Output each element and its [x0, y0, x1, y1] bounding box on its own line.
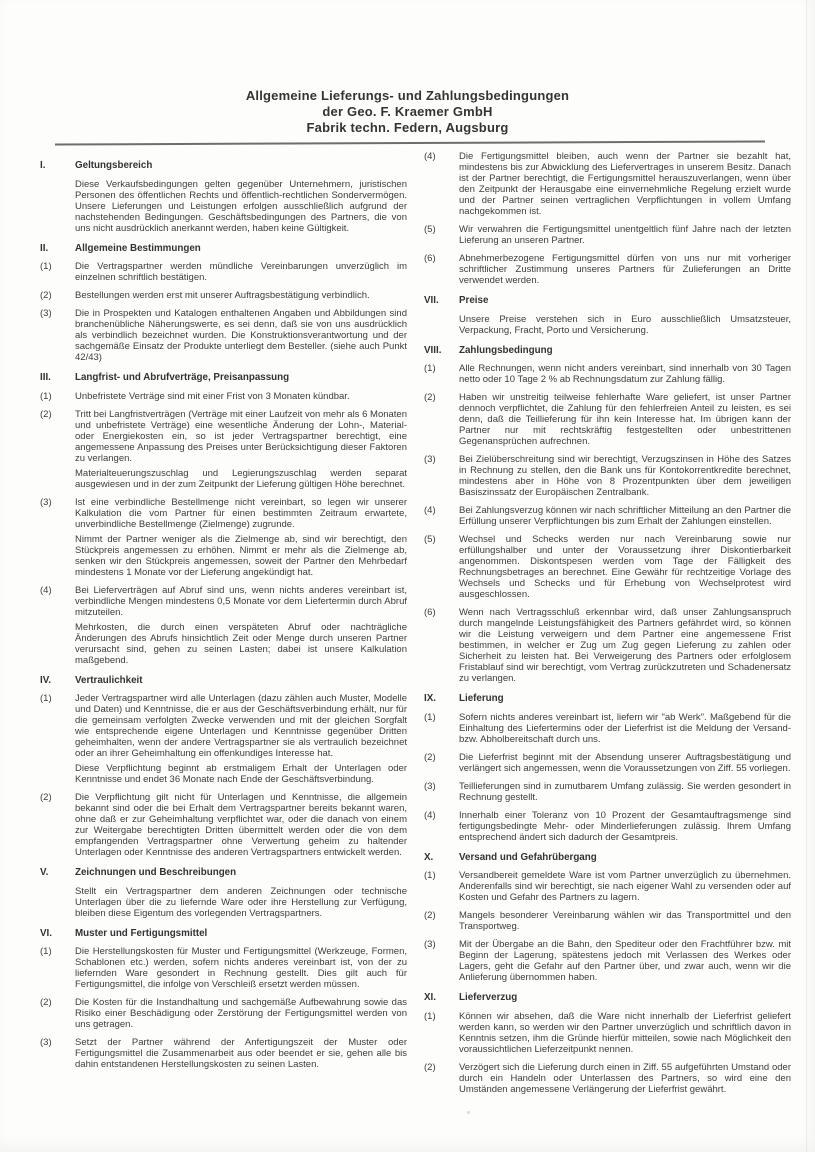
section-heading: [40, 372, 407, 384]
clause-number: (2): [40, 997, 52, 1008]
clause-item: [40, 290, 407, 301]
clause-paragraph: Bei Zielüberschreitung sind wir berechtigt, Verzugszinsen in Höhe des Satzes in Rechnung zu stellen, den die Bank uns für Kontokorrentkredite berechnet, mindestens aber in Höhe von 8 Prozentpunkten über dem jeweiligen Basiszinssatz der Europäischen Zentralbank.: [459, 454, 791, 498]
clause-body: [459, 1062, 791, 1095]
clause-body: [75, 391, 407, 402]
clause-number: (4): [424, 505, 436, 516]
clause-paragraph: Diese Verkaufsbedingungen gelten gegenüber Unternehmern, juristischen Personen des öffentlichen Rechts und öffentlich-rechtlichen Sondervermögen. Unsere Lieferungen und Leistungen erfolgen ausschließlich aufgrund der nachstehenden Bedingungen. Geschäftsbedingungen des Partners, die von uns nicht ausdrücklich anerkannt werden, haben keine Gültigkeit.: [75, 178, 407, 234]
clause-body: [459, 810, 791, 843]
clause-paragraph: Bestellungen werden erst mit unserer Auftragsbestätigung verbindlich.: [75, 290, 370, 301]
clause-number: (2): [424, 751, 436, 763]
clause-paragraph: Unsere Preise verstehen sich in Euro ausschließlich Umsatzsteuer, Verpackung, Fracht, Porto und Versicherung.: [459, 313, 791, 336]
clause-number: (3): [40, 1037, 52, 1048]
clause-item: [424, 253, 791, 286]
clause-paragraph: Materialteuerungszuschlag und Legierungszuschlag werden separat ausgewiesen und in der zum Zeitpunkt der Lieferung gültigen Höhe berechnet.: [75, 467, 407, 490]
section-heading: [40, 243, 407, 255]
clause-item: [424, 910, 791, 932]
clause-number: (1): [424, 870, 436, 881]
clause-number: [40, 886, 75, 919]
clause-number: (2): [40, 408, 52, 420]
clause-paragraph: Verzögert sich die Lieferung durch einen in Ziff. 55 aufgeführten Umstand oder durch ein Handeln oder Unterlassen des Partners, so wird eine den Umständen angemessene Verlängerung der Lieferfrist gewährt.: [459, 1061, 791, 1095]
clause-paragraph: Haben wir unstreitig teilweise fehlerhafte Ware geliefert, ist unser Partner dennoch verpflichtet, die Zahlung für den fehlerfreien Anteil zu leisten, es sei denn, daß die Teillieferung für ihn kein Interesse hat. Im übrigen kann der Partner nur mit rechtskräftig festgestellten oder unbestrittenen Gegenansprüchen aufrechnen.: [459, 392, 791, 447]
document-body: [0, 144, 815, 1102]
clause-number: [40, 179, 75, 234]
clause-number: (5): [424, 534, 436, 545]
clause-paragraph: Versandbereit gemeldete Ware ist vom Partner unverzüglich zu übernehmen. Anderenfalls sind wir berechtigt, sie nach eigener Wahl zu versenden oder auf Kosten und Gefahr des Partners zu lagern.: [459, 870, 791, 903]
section-title: Geltungsbereich: [75, 160, 153, 171]
clause-body: [75, 997, 407, 1030]
section-title: Langfrist- und Abrufverträge, Preisanpassung: [75, 372, 290, 383]
title-line-2: der Geo. F. Kraemer GmbH: [322, 104, 493, 119]
clause-paragraph: Innerhalb einer Toleranz von 10 Prozent der Gesamtauftragsmenge sind fertigungsbedingte Mehr- oder Minderlieferungen zulässig. Ihrem Umfang entsprechend ändert sich dadurch der Gesamtpreis.: [459, 809, 791, 843]
clause-body: [75, 886, 407, 919]
section-heading: [424, 693, 791, 705]
section-title: Allgemeine Bestimmungen: [75, 242, 201, 254]
clause-body: [75, 792, 407, 858]
clause-body: [75, 409, 407, 490]
clause-body: [75, 308, 407, 363]
section-title: Preise: [459, 295, 489, 306]
clause-item: [40, 886, 407, 919]
clause-paragraph: Nimmt der Partner weniger als die Zielmenge ab, sind wir berechtigt, den Stückpreis angemessen zu erhöhen. Nimmt er mehr als die Zielmenge ab, senken wir den Stückpreis angemessen, soweit der Partner den Mehrbedarf mindestens 1 Monate vor der Lieferung angekündigt hat.: [75, 533, 407, 578]
clause-number: (2): [424, 910, 436, 921]
clause-paragraph: Mehrkosten, die durch einen verspäteten Abruf oder nachträgliche Änderungen des Abrufs hinsichtlich Zeit oder Menge durch unseren Partner verursacht sind, gehen zu seinen Lasten; dabei ist unsere Kalkulation maßgebend.: [75, 621, 407, 666]
clause-body: [75, 261, 407, 283]
right-column: [424, 151, 791, 1102]
clause-number: (3): [40, 308, 52, 319]
clause-number: (3): [424, 780, 436, 792]
clause-number: [424, 314, 459, 336]
clause-body: [459, 363, 791, 385]
clause-paragraph: Abnehmerbezogene Fertigungsmittel dürfen von uns nur mit vorheriger schriftlicher Zustimmung unseres Partners für Zulieferungen an Dritte verwendet werden.: [459, 253, 791, 286]
section-heading: [424, 852, 791, 864]
clause-paragraph: Diese Verpflichtung beginnt ab erstmaligem Erhalt der Unterlagen oder Kenntnisse und endet 36 Monate nach Ende der Geschäftsverbindung.: [75, 763, 407, 785]
clause-paragraph: Ist eine verbindliche Bestellmenge nicht vereinbart, so legen wir unserer Kalkulation die vom Partner für einen bestimmten Zeitraum erwartete, unverbindliche Bestellmenge (Zielmenge) zugrunde.: [75, 496, 407, 530]
section-title: Lieferung: [459, 693, 504, 704]
clause-body: [459, 314, 791, 336]
section-numeral: V.: [40, 867, 49, 878]
section-heading: [40, 675, 407, 687]
title-line-3: Fabrik techn. Federn, Augsburg: [306, 120, 509, 135]
clause-body: [459, 151, 791, 217]
clause-body: [459, 224, 791, 246]
clause-item: [40, 792, 407, 858]
section-numeral: III.: [40, 372, 51, 383]
section-heading: [40, 160, 407, 172]
clause-body: [75, 1037, 407, 1070]
section-heading: [424, 992, 791, 1004]
clause-item: [40, 585, 407, 666]
clause-paragraph: Wechsel und Schecks werden nur nach Vereinbarung sowie nur erfüllungshalber und unter der Voraussetzung ihrer Diskontierbarkeit angenommen. Diskontspesen werden vom Tage der Fälligkeit des Rechnungsbetrages an berechnet. Eine Gewähr für rechtzeitige Vorlage des Wechsels und Schecks und für Erhebung von Wechselprotest wird ausgeschlossen.: [459, 534, 791, 600]
clause-number: (1): [40, 390, 52, 402]
clause-number: (1): [40, 693, 52, 704]
clause-body: [459, 253, 791, 286]
clause-body: [459, 752, 791, 774]
section-numeral: VI.: [40, 927, 52, 939]
clause-item: [424, 752, 791, 774]
clause-paragraph: Die Vertragspartner werden mündliche Vereinbarungen unverzüglich im einzelnen schriftlich bestätigen.: [75, 261, 407, 283]
clause-item: [424, 534, 791, 600]
clause-body: [459, 534, 791, 600]
clause-body: [459, 939, 791, 983]
section-title: Zeichnungen und Beschreibungen: [75, 867, 237, 878]
clause-body: [459, 781, 791, 803]
clause-item: [40, 261, 407, 283]
clause-item: [424, 151, 791, 217]
clause-body: [459, 712, 791, 745]
clause-item: [40, 693, 407, 785]
section-numeral: VIII.: [424, 344, 442, 356]
section-numeral: I.: [40, 160, 46, 171]
clause-body: [459, 505, 791, 527]
clause-body: [459, 1011, 791, 1055]
clause-body: [75, 946, 407, 990]
clause-body: [459, 454, 791, 498]
clause-paragraph: Wir verwahren die Fertigungsmittel unentgeltlich fünf Jahre nach der letzten Lieferung an unseren Partner.: [459, 224, 791, 246]
clause-paragraph: Alle Rechnungen, wenn nicht anders vereinbart, sind innerhalb von 30 Tagen netto oder 10 Tage 2 % ab Rechnungsdatum zur Zahlung fällig.: [459, 363, 791, 385]
section-title: Muster und Fertigungsmittel: [75, 927, 208, 939]
clause-body: [459, 607, 791, 684]
clause-item: [424, 363, 791, 385]
clause-body: [75, 585, 407, 666]
clause-number: (2): [424, 1061, 436, 1073]
clause-number: (3): [424, 454, 436, 465]
clause-number: (2): [40, 290, 52, 301]
clause-number: (4): [424, 151, 436, 162]
clause-paragraph: Teillieferungen sind in zumutbarem Umfang zulässig. Sie werden gesondert in Rechnung gestellt.: [459, 780, 791, 803]
clause-paragraph: Wenn nach Vertragsschluß erkennbar wird, daß unser Zahlungsanspruch durch mangelnde Leistungsfähigkeit des Partners gefährdet wird, so können wir die Leistung verweigern und dem Partner eine angemessene Frist bestimmen, in welcher er Zug um Zug gegen Lieferung zu zahlen oder Sicherheit zu leisten hat. Bei Verweigerung des Partners oder erfolglosem Fristablauf sind wir berechtigt, vom Vertrag zurückzutreten und Schadenersatz zu verlangen.: [459, 607, 791, 684]
clause-item: [424, 392, 791, 447]
clause-paragraph: Stellt ein Vertragspartner dem anderen Zeichnungen oder technische Unterlagen über die zu liefernde Ware oder ihre Herstellung zur Verfügung, bleiben diese Eigentum des vorlegenden Vertragspartners.: [75, 885, 407, 919]
section-title: Vertraulichkeit: [75, 674, 143, 686]
clause-item: [424, 781, 791, 803]
clause-item: [424, 607, 791, 684]
clause-number: (2): [40, 792, 52, 803]
clause-number: (1): [424, 363, 436, 374]
clause-item: [40, 946, 407, 990]
clause-body: [459, 870, 791, 903]
section-numeral: XI.: [424, 992, 436, 1003]
clause-number: (3): [40, 496, 52, 508]
section-title: Zahlungsbedingung: [459, 344, 553, 356]
clause-number: (6): [424, 253, 436, 264]
clause-number: (1): [424, 711, 436, 723]
clause-item: [424, 1011, 791, 1055]
clause-number: (6): [424, 607, 436, 618]
clause-paragraph: Die Fertigungsmittel bleiben, auch wenn der Partner sie bezahlt hat, mindestens bis zur Abwicklung des Liefervertrages in unserem Besitz. Danach ist der Partner berechtigt, die Fertigungsmittel herauszuverlangen, wenn über den Zeitpunkt der Herausgabe eine einvernehmliche Regelung erzielt wurde und der Partner seinen vertraglichen Verpflichtungen in vollem Umfang nachgekommen ist.: [459, 151, 791, 217]
clause-item: [40, 997, 407, 1030]
clause-paragraph: Bei Zahlungsverzug können wir nach schriftlicher Mitteilung an den Partner die Erfüllung unserer Verpflichtungen bis zum Erhalt der Zahlungen einstellen.: [459, 505, 791, 527]
left-column: [40, 151, 407, 1102]
clause-paragraph: Die Verpflichtung gilt nicht für Unterlagen und Kenntnisse, die allgemein bekannt sind oder die bei Erhalt dem Vertragspartner bereits bekannt waren, ohne daß er zur Geheimhaltung verpflichtet war, oder die danach von einem zur Weitergabe berechtigten Dritten übermittelt werden oder die von dem empfangenden Vertragspartner ohne Verwertung geheim zu haltender Unterlagen oder Kenntnisse des anderen Vertragspartners entwickelt werden.: [75, 792, 407, 858]
clause-number: (1): [40, 946, 52, 957]
document-title: [0, 0, 815, 136]
scan-speck-artifact: [467, 1111, 470, 1114]
clause-number: (1): [424, 1010, 436, 1022]
section-numeral: II.: [40, 242, 49, 254]
title-line-1: Allgemeine Lieferungs- und Zahlungsbedingungen: [245, 88, 570, 103]
clause-paragraph: Können wir absehen, daß die Ware nicht innerhalb der Lieferfrist geliefert werden kann, so werden wir den Partner unverzüglich und schriftlich davon in Kenntnis setzen, ihm die Gründe hierfür mitteilen, sowie nach Möglichkeit den voraussichtlichen Lieferzeitpunkt nennen.: [459, 1010, 791, 1055]
section-numeral: VII.: [424, 295, 439, 306]
clause-body: [459, 392, 791, 447]
section-heading: [40, 928, 407, 940]
clause-item: [424, 224, 791, 246]
clause-item: [424, 939, 791, 983]
clause-item: [424, 810, 791, 843]
clause-item: [424, 870, 791, 903]
clause-item: [424, 314, 791, 336]
clause-paragraph: Mangels besonderer Vereinbarung wählen wir das Transportmittel und den Transportweg.: [459, 910, 791, 932]
clause-paragraph: Sofern nichts anderes vereinbart ist, liefern wir "ab Werk". Maßgebend für die Einhaltung des Liefertermins oder der Lieferfrist ist die Meldung der Versand- bzw. Abholbereitschaft durch uns.: [459, 711, 791, 745]
clause-item: [40, 308, 407, 363]
clause-item: [424, 454, 791, 498]
section-heading: [40, 867, 407, 879]
clause-paragraph: Die Herstellungskosten für Muster und Fertigungsmittel (Werkzeuge, Formen, Schablonen etc.) werden, sofern nichts anderes vereinbart ist, von der zu liefernden Ware gesondert in Rechnung gestellt. Dies gilt auch für Fertigungsmittel, die infolge von Verschleiß ersetzt werden müssen.: [75, 946, 407, 990]
clause-paragraph: Jeder Vertragspartner wird alle Unterlagen (dazu zählen auch Muster, Modelle und Daten) und Kenntnisse, die er aus der Geschäftsverbindung erhält, nur für die gemeinsam verfolgten Zwecke verwenden und mit der gleichen Sorgfalt wie entsprechende eigene Unterlagen und Kenntnisse gegenüber Dritten geheimhalten, wenn der andere Vertragspartner sie als vertraulich bezeichnet oder an ihrer Geheimhaltung ein offenkundiges Interesse hat.: [75, 693, 407, 759]
clause-item: [40, 391, 407, 402]
section-numeral: IV.: [40, 674, 52, 686]
section-numeral: X.: [424, 851, 434, 863]
clause-paragraph: Die Kosten für die Instandhaltung und sachgemäße Aufbewahrung sowie das Risiko einer Beschädigung oder Zerstörung der Fertigungsmittel werden von uns getragen.: [75, 997, 407, 1030]
clause-item: [40, 409, 407, 490]
section-title: Versand und Gefahrübergang: [459, 851, 597, 863]
section-heading: [424, 295, 791, 307]
clause-paragraph: Unbefristete Verträge sind mit einer Frist von 3 Monaten kündbar.: [75, 390, 350, 402]
clause-item: [424, 1062, 791, 1095]
clause-number: (2): [424, 392, 436, 403]
clause-paragraph: Tritt bei Langfristverträgen (Verträge mit einer Laufzeit von mehr als 6 Monaten und unbefristete Verträge) eine wesentliche Änderung der Lohn-, Material- oder Energiekosten ein, so ist jeder Vertragspartner berechtigt, eine angemessene Anpassung des Preises unter Berücksichtigung dieser Faktoren zu verlangen.: [75, 408, 407, 464]
clause-number: (5): [424, 224, 436, 235]
clause-body: [75, 179, 407, 234]
clause-body: [75, 290, 407, 301]
clause-paragraph: Setzt der Partner während der Anfertigungszeit der Muster oder Fertigungsmittel die Zusammenarbeit aus oder beendet er sie, gehen alle bis dahin entstandenen Herstellungskosten zu seinen Lasten.: [75, 1037, 407, 1070]
clause-paragraph: Die Lieferfrist beginnt mit der Absendung unserer Auftragsbestätigung und verlängert sich angemessen, wenn die Voraussetzungen von Ziff. 55 vorliegen.: [459, 751, 791, 774]
section-numeral: IX.: [424, 693, 436, 704]
section-heading: [424, 345, 791, 357]
clause-item: [40, 497, 407, 578]
section-title: Lieferverzug: [459, 992, 518, 1003]
clause-paragraph: Die in Prospekten und Katalogen enthaltenen Angaben und Abbildungen sind branchenübliche Näherungswerte, es sei denn, daß sie von uns ausdrücklich als verbindlich bezeichnet wurden. Die Konstruktionsverantwortung und der sachgemäße Einsatz der Produkte unterliegt dem Besteller. (siehe auch Punkt 42/43): [75, 308, 407, 363]
clause-paragraph: Mit der Übergabe an die Bahn, den Spediteur oder den Frachtführer bzw. mit Beginn der Lagerung, spätestens jedoch mit Verlassen des Werkes oder Lagers, geht die Gefahr auf den Partner über, und zwar auch, wenn wir die Anlieferung übernommen haben.: [459, 939, 791, 983]
clause-number: (4): [424, 809, 436, 821]
clause-item: [424, 712, 791, 745]
clause-number: (1): [40, 261, 52, 272]
clause-item: [40, 179, 407, 234]
clause-body: [75, 693, 407, 785]
clause-body: [459, 910, 791, 932]
clause-item: [424, 505, 791, 527]
clause-number: (3): [424, 939, 436, 950]
clause-paragraph: Bei Lieferverträgen auf Abruf sind uns, wenn nichts anderes vereinbart ist, verbindliche Mengen mindestens 0,5 Monate vor dem Liefertermin durch Abruf mitzuteilen.: [75, 584, 407, 618]
clause-item: [40, 1037, 407, 1070]
clause-body: [75, 497, 407, 578]
clause-number: (4): [40, 584, 52, 596]
